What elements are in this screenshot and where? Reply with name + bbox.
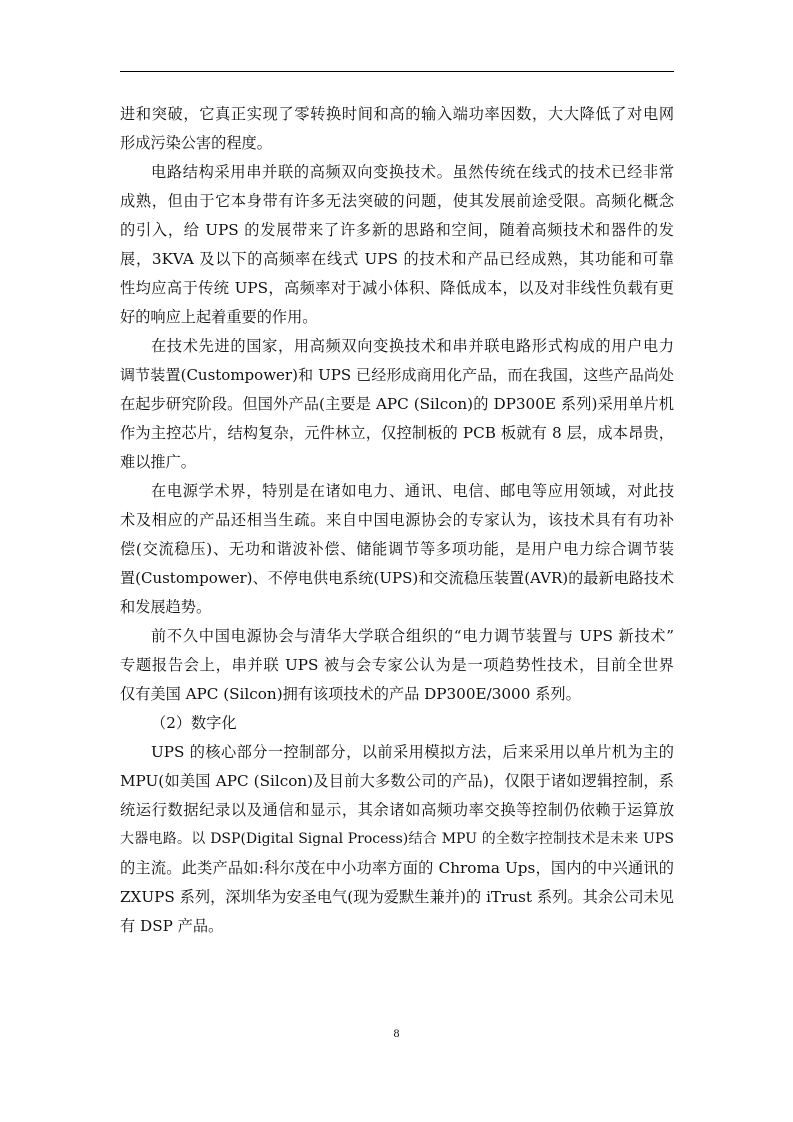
- text-line: 有 DSP 产品。: [120, 917, 224, 935]
- section-heading: （2）数字化: [151, 714, 237, 732]
- text-line: 成熟，但由于它本身带有许多无法突破的问题，使其发展前途受限。高频化概念: [120, 192, 674, 210]
- text-line: 展，3KVA 及以下的高频率在线式 UPS 的技术和产品已经成熟，其功能和可靠: [120, 250, 674, 268]
- text-line: 形成污染公害的程度。: [120, 134, 272, 152]
- text-line: 的引入，给 UPS 的发展带来了许多新的思路和空间，随着高频技术和器件的发: [120, 221, 674, 239]
- text-line: 作为主控芯片，结构复杂，元件林立，仅控制板的 PCB 板就有 8 层，成本昂贵，: [120, 424, 674, 442]
- text-line: 专题报告会上，串并联 UPS 被与会专家公认为是一项趋势性技术，目前全世界: [120, 656, 674, 674]
- text-line: 在电源学术界，特别是在诸如电力、通讯、电信、邮电等应用领域，对此技: [151, 482, 674, 500]
- text-line: 大器电路。以 DSP(Digital Signal Process)结合 MPU 的全数字控制技术是未来 UPS: [120, 831, 674, 847]
- text-line: 好的响应上起着重要的作用。: [120, 308, 318, 326]
- page-number: 8: [393, 1026, 400, 1040]
- text-line: 统运行数据纪录以及通信和显示，其余诸如高频功率交换等控制仍依赖于运算放: [120, 801, 674, 819]
- text-line: 在技术先进的国家，用高频双向变换技术和串并联电路形式构成的用户电力: [151, 337, 674, 355]
- text-line: 难以推广。: [120, 453, 196, 471]
- header-rule: [120, 71, 674, 72]
- text-line: 仅有美国 APC (Silcon)拥有该项技术的产品 DP300E/3000 系列。: [120, 685, 581, 703]
- text-line: ZXUPS 系列，深圳华为安圣电气(现为爱默生兼并)的 iTrust 系列。其余公司未见: [120, 888, 674, 906]
- text-line: 置(Custompower)、不停电供电系统(UPS)和交流稳压装置(AVR)的最新电路技术: [120, 569, 674, 587]
- text-line: 术及相应的产品还相当生疏。来自中国电源协会的专家认为，该技术具有有功补: [120, 511, 674, 529]
- text-line: 偿(交流稳压)、无功和谐波补偿、储能调节等多项功能，是用户电力综合调节装: [120, 540, 674, 558]
- text-line: 在起步研究阶段。但国外产品(主要是 APC (Silcon)的 DP300E 系列)采用单片机: [120, 395, 674, 413]
- text-line: MPU(如美国 APC (Silcon)及目前大多数公司的产品)，仅限于诸如逻辑控制，系: [120, 772, 674, 790]
- text-line: 和发展趋势。: [120, 598, 212, 616]
- text-line: UPS 的核心部分一控制部分，以前采用模拟方法，后来采用以单片机为主的: [151, 743, 674, 761]
- text-line: 前不久中国电源协会与清华大学联合组织的“电力调节装置与 UPS 新技术”: [151, 627, 674, 645]
- text-line: 的主流。此类产品如:科尔茂在中小功率方面的 Chroma Ups，国内的中兴通讯的: [120, 859, 674, 877]
- text-line: 调节装置(Custompower)和 UPS 已经形成商用化产品，而在我国，这些产品尚处: [120, 366, 674, 384]
- text-line: 电路结构采用串并联的高频双向变换技术。虽然传统在线式的技术已经非常: [151, 163, 674, 181]
- text-line: 性均应高于传统 UPS，高频率对于减小体积、降低成本，以及对非线性负载有更: [120, 279, 674, 297]
- text-line: 进和突破，它真正实现了零转换时间和高的输入端功率因数，大大降低了对电网: [120, 105, 674, 123]
- body-text: [120, 100, 674, 941]
